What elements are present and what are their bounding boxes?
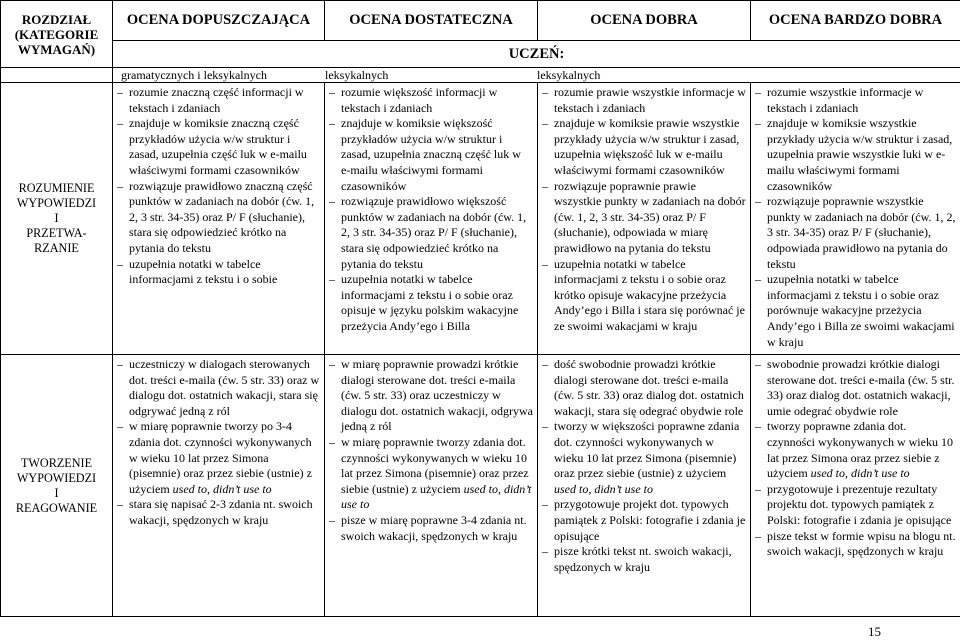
section-row-rozumienie bbox=[1, 83, 960, 355]
continuation-text-1: gramatycznych i leksykalnych bbox=[121, 68, 267, 82]
requirement-item: – uzupełnia notatki w tabelce informacjami z tekstu i o sobie oraz porównuje wakacyjne przeżycia Andy’ego i Billa ze swoimi wakacjami w kraju bbox=[755, 272, 956, 350]
section-name-line: WYPOWIEDZI bbox=[16, 470, 97, 485]
continuation-text-3: leksykalnych bbox=[537, 68, 601, 82]
continuation-empty bbox=[1, 68, 113, 83]
requirement-item: – rozwiązuje prawidłowo znaczną część punktów w zadaniach na dobór (ćw. 1, 2, 3 str. 34-35) oraz P/ F (słuchanie), stara się odpowiedzieć krótko na pytania do tekstu bbox=[117, 179, 320, 257]
requirement-item: – uczestniczy w dialogach sterowanych dot. treści e-maila (ćw. 5 str. 33) oraz w dialogu dot. ostatnich wakacji, stara się odgrywać jedną z ról bbox=[117, 357, 320, 419]
requirement-item: – swobodnie prowadzi krótkie dialogi sterowane dot. treści e-maila (ćw. 5 str. 33) oraz dialog dot. ostatnich wakacji, umie odegrać obydwie role bbox=[755, 357, 956, 419]
english-phrase: used to, didn’t use to bbox=[810, 466, 910, 481]
section-name-rozumienie bbox=[1, 83, 113, 355]
english-phrase: used to, didn’t use to bbox=[172, 481, 272, 496]
requirement-item: – pisze tekst w formie wpisu na blogu nt. swoich wakacji, spędzonych w kraju bbox=[755, 529, 956, 560]
english-phrase: used to, didn’t use to bbox=[554, 481, 653, 496]
section-name-line: REAGOWANIE bbox=[15, 500, 98, 515]
section-name-tworzenie bbox=[1, 355, 113, 617]
cell-rozumienie-dostateczna bbox=[325, 83, 538, 355]
cell-rozumienie-dopuszczajaca bbox=[113, 83, 325, 355]
cell-tworzenie-dopuszczajaca bbox=[113, 355, 325, 617]
cell-rozumienie-bardzo-dobra bbox=[751, 83, 960, 355]
requirement-item: – znajduje w komiksie wszystkie przykłady użycia w/w struktur i zasad, uzupełnia prawie wszystkie luki w e-mailu właściwymi formami czasowników bbox=[755, 116, 956, 194]
requirement-item: – pisze krótki tekst nt. swoich wakacji, spędzonych w kraju bbox=[542, 544, 746, 575]
requirement-item: – w miarę poprawnie tworzy zdania dot. czynności wykonywanych w wieku 10 lat przez Simona (pisemnie) oraz przez siebie (ustnie) z użyciem used to, didn’t use to bbox=[329, 435, 533, 513]
section-name-line: PRZETWA- bbox=[26, 226, 87, 241]
continuation-text-2: leksykalnych bbox=[325, 68, 389, 82]
grade-header-dopuszczajaca: OCENA DOPUSZCZAJĄCA bbox=[113, 1, 325, 41]
requirement-item: – rozumie wszystkie informacje w tekstach i zdaniach bbox=[755, 85, 956, 116]
requirement-item: – znajduje w komiksie znaczną część przykładów użycia w/w struktur i zasad, uzupełnia część luk w e-mailu właściwymi formami czasowników bbox=[117, 116, 320, 178]
uczen-label: UCZEŃ: bbox=[113, 41, 960, 68]
section-name-line: I bbox=[54, 485, 59, 500]
requirement-item: – rozumie znaczną część informacji w tekstach i zdaniach bbox=[117, 85, 320, 116]
section-row-tworzenie bbox=[1, 355, 960, 617]
cell-rozumienie-dobra bbox=[538, 83, 751, 355]
requirement-item: – tworzy w większości poprawne zdania dot. czynności wykonywanych w wieku 10 lat przez Simona (pisemnie) oraz przez siebie (ustnie) z użyciem used to, didn’t use to bbox=[542, 419, 746, 497]
grade-header-dostateczna: OCENA DOSTATECZNA bbox=[325, 1, 538, 41]
requirement-item: – znajduje w komiksie prawie wszystkie przykłady użycia w/w struktur i zasad, uzupełnia większość luk w e-mailu właściwymi formami czasowników bbox=[542, 116, 746, 178]
requirement-item: – znajduje w komiksie większość przykładów użycia w/w struktur i zasad, uzupełnia znaczną część luk w e-mailu właściwymi formami czasowników bbox=[329, 116, 533, 194]
requirement-item: – rozwiązuje poprawnie wszystkie punkty w zadaniach na dobór (ćw. 1, 2, 3 str. 34-35) oraz P/ F (słuchanie), odpowiada prawidłowo na pytania do tekstu bbox=[755, 194, 956, 272]
continuation-row bbox=[1, 68, 960, 83]
category-header-line-1: ROZDZIAŁ bbox=[21, 11, 92, 27]
requirement-item: – przygotowuje i prezentuje rezultaty projektu dot. typowych pamiątek z Polski: fotografie i zdania je opisujące bbox=[755, 482, 956, 529]
category-header bbox=[1, 1, 113, 68]
grade-header-bardzo-dobra: OCENA BARDZO DOBRA bbox=[751, 1, 960, 41]
requirement-item: – przygotowuje projekt dot. typowych pamiątek z Polski: fotografie i zdania je opisujące bbox=[542, 497, 746, 544]
cell-tworzenie-dostateczna bbox=[325, 355, 538, 617]
header-row bbox=[1, 1, 960, 41]
continuation-line bbox=[113, 68, 960, 83]
category-header-line-3: WYMAGAŃ) bbox=[17, 41, 96, 57]
page-number: 15 bbox=[868, 624, 881, 639]
section-name-line: RZANIE bbox=[34, 241, 79, 256]
requirement-item: – rozumie prawie wszystkie informacje w tekstach i zdaniach bbox=[542, 85, 746, 116]
section-name-line: TWORZENIE bbox=[20, 455, 93, 470]
uczen-row bbox=[1, 41, 960, 68]
requirement-item: – tworzy poprawne zdania dot. czynności wykonywanych w wieku 10 lat przez Simona oraz przez siebie z użyciem used to, didn’t use to bbox=[755, 419, 956, 481]
requirement-item: – rozumie większość informacji w tekstach i zdaniach bbox=[329, 85, 533, 116]
requirement-item: – uzupełnia notatki w tabelce informacjami z tekstu i o sobie bbox=[117, 257, 320, 288]
requirement-item: – dość swobodnie prowadzi krótkie dialogi sterowane dot. treści e-maila (ćw. 5 str. 33) oraz dialog dot. ostatnich wakacji, stara się odegrać obydwie role bbox=[542, 357, 746, 419]
requirement-item: – rozwiązuje prawidłowo większość punktów w zadaniach na dobór (ćw. 1, 2, 3 str. 34-35) oraz P/ F (słuchanie), stara się odpowiedzieć krótko na pytania do tekstu bbox=[329, 194, 533, 272]
category-header-line-2: (KATEGORIE bbox=[14, 26, 99, 42]
requirement-item: – rozwiązuje poprawnie prawie wszystkie punkty w zadaniach na dobór (ćw. 1, 2, 3 str. 34-35) oraz P/ F (słuchanie), odpowiada w miarę prawidłowo na pytania do tekstu bbox=[542, 179, 746, 257]
section-name-line: I bbox=[54, 211, 59, 226]
cell-tworzenie-bardzo-dobra bbox=[751, 355, 960, 617]
requirement-item: – w miarę poprawnie tworzy po 3-4 zdania dot. czynności wykonywanych w wieku 10 lat przez Simona (pisemnie) oraz przez siebie (ustnie) z użyciem used to, didn’t use to bbox=[117, 419, 320, 497]
section-name-line: WYPOWIEDZI bbox=[16, 196, 97, 211]
section-name-line: ROZUMIENIE bbox=[18, 181, 95, 196]
requirement-item: – uzupełnia notatki w tabelce informacjami z tekstu i o sobie oraz krótko opisuje wakacyjne przeżycia Andy’ego i Billa i stara się porównać je ze swoimi wakacjami w kraju bbox=[542, 257, 746, 335]
requirement-item: – w miarę poprawnie prowadzi krótkie dialogi sterowane dot. treści e-maila (ćw. 5 str. 33) oraz uczestniczy w dialogu dot. ostatnich wakacji, odgrywa jedną z ról bbox=[329, 357, 533, 435]
grade-header-dobra: OCENA DOBRA bbox=[538, 1, 751, 41]
cell-tworzenie-dobra bbox=[538, 355, 751, 617]
english-phrase: used to, didn’t use to bbox=[341, 481, 532, 512]
requirement-item: – uzupełnia notatki w tabelce informacjami z tekstu i o sobie oraz opisuje w języku polskim wakacyjne przeżycia Andy’ego i Billa bbox=[329, 272, 533, 334]
requirement-item: – pisze w miarę poprawne 3-4 zdania nt. swoich wakacji, spędzonych w kraju bbox=[329, 513, 533, 544]
requirement-item: – stara się napisać 2-3 zdania nt. swoich wakacji, spędzonych w kraju bbox=[117, 497, 320, 528]
